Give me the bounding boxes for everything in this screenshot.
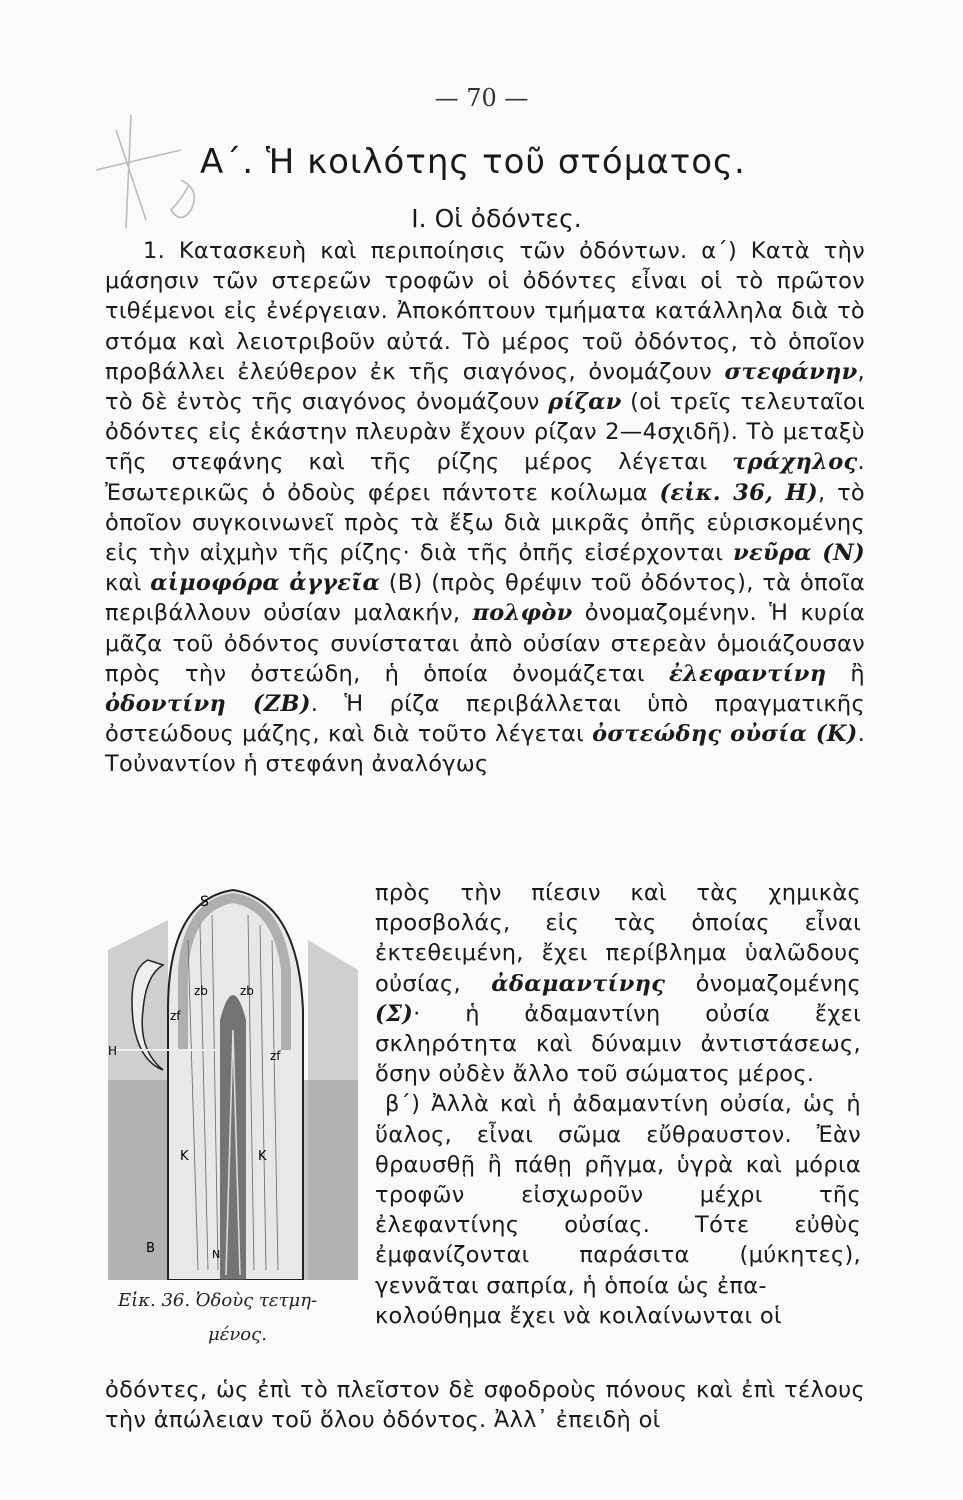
figure-caption-line-1: Εἰκ. 36. Ὀδοὺς τετμη- [118, 1290, 318, 1311]
label-zb-left: zb [194, 984, 208, 998]
label-n: N [212, 1248, 221, 1261]
label-h: H [108, 1044, 118, 1058]
side-column-text [375, 878, 861, 1331]
figure-caption [118, 1284, 368, 1352]
page-number: — 70 — [434, 84, 529, 112]
label-k-left: K [180, 1149, 189, 1164]
label-zb-right: zb [240, 984, 254, 998]
section-title: Ι. Οἱ ὀδόντες. [411, 204, 582, 233]
paragraph-1: 1. Κατασκευὴ καὶ περιποίησις τῶν ὀδόντων. α΄) Κατὰ τὴν μάσησιν τῶν στερεῶν τροφῶν οἱ ὀδόντες εἶναι οἱ τὸ πρῶτον τιθέμενοι εἰς ἐνέργειαν. Ἀποκόπτουν τμήματα κατάλληλα διὰ τὸ στόμα καὶ λειοτριβοῦν αὐτά. Τὸ μέρος τοῦ ὀδόντος, τὸ ὁποῖον προβάλλει ἐλεύθερον ἐκ τῆς σιαγόνος, ὀνομάζουν στεφάνην, τὸ δὲ ἐντὸς τῆς σιαγόνος ὀνομάζουν ρίζαν (οἱ τρεῖς τελευταῖοι ὀδόντες εἰς ἑκάστην πλευρὰν ἔχουν ρίζαν 2—4σχιδῆ). Τὸ μεταξὺ τῆς στεφάνης καὶ τῆς ρίζης μέρος λέγεται τράχηλος. Ἐσωτερικῶς ὁ ὀδοὺς φέρει πάντοτε κοίλωμα (εἰκ. 36, Η), τὸ ὁποῖον συγκοινωνεῖ πρὸς τὰ ἔξω διὰ μικρᾶς ὀπῆς εὑρισκομένης εἰς τὴν αἰχμὴν τῆς ρίζης· διὰ τῆς ὀπῆς εἰσέρχονται νεῦρα (Ν) καὶ αἱμοφόρα ἀγγεῖα (Β) (πρὸς θρέψιν τοῦ ὀδόντος), τὰ ὁποῖα περιβάλλουν οὐσίαν μαλακήν, πολφὸν ὀνομαζομένην. Ἡ κυρία μᾶζα τοῦ ὀδόντος συνίσταται ἀπὸ οὐσίαν στερεὰν ὁμοιάζουσαν πρὸς τὴν ὀστεώδη, ἡ ὁποία ὀνομάζεται ἐλεφαντίνη ἢ ὀδοντίνη (ΖΒ). Ἡ ρίζα περιβάλλεται ὑπὸ πραγματικῆς ὀστεώδους μάζης, καὶ διὰ τοῦτο λέγεται ὀστεώδης οὐσία (Κ). Τοὐναντίον ἡ στεφάνη ἀναλόγως [105, 238, 866, 778]
label-s: S [200, 894, 209, 910]
chapter-title: Α΄. Ἡ κοιλότης τοῦ στόματος. [200, 142, 746, 182]
label-b: B [146, 1241, 155, 1256]
paragraph-3: β΄) Ἀλλὰ καὶ ἡ ἀδαμαντίνη οὐσία, ὡς ἡ ὕαλος, εἶναι σῶμα εὔθραυστον. Ἐὰν θραυσθῇ ἢ πάθῃ ρῆγμα, ὑγρὰ καὶ μόρια τροφῶν εἰσχωροῦν μέχρι τῆς ἐλεφαντίνης οὐσίας. Τότε εὐθὺς ἐμφανίζονται παράσιτα (μύκητες), γεννᾶται σαπρία, ἡ ὁποία ὡς ἐπα- [375, 1091, 861, 1299]
paragraph-3-end: ὀδόντες, ὡς ἐπὶ τὸ πλεῖστον δὲ σφοδροὺς πόνους καὶ ἐπὶ τέλους τὴν ἀπώλειαν τοῦ ὅλου ὀδόντος. Ἀλλ᾿ ἐπειδὴ οἱ [105, 1377, 865, 1434]
tooth-cross-section-figure [108, 880, 358, 1280]
figure-caption-line-2: μένος. [208, 1324, 267, 1345]
label-zf-right: zf [270, 1049, 281, 1063]
label-k-right: K [258, 1149, 267, 1164]
label-zf-left: zf [170, 1009, 181, 1023]
paragraph-3-continuation: κολούθημα ἔχει νὰ κοιλαίνωνται οἱ [375, 1302, 782, 1329]
paragraph-2: πρὸς τὴν πίεσιν καὶ τὰς χημικὰς προσβολάς, εἰς τὰς ὁποίας εἶναι ἐκτεθειμένη, ἔχει περίβλημα ὑαλῶδους οὐσίας, ἀδαμαντίνης ὀνομαζομένης (Σ)· ἡ ἀδαμαντίνη οὐσία ἔχει σκληρότητα καὶ δύναμιν ἀντιστάσεως, ὅσην οὐδὲν ἄλλο τοῦ σώματος μέρος. [375, 880, 861, 1088]
